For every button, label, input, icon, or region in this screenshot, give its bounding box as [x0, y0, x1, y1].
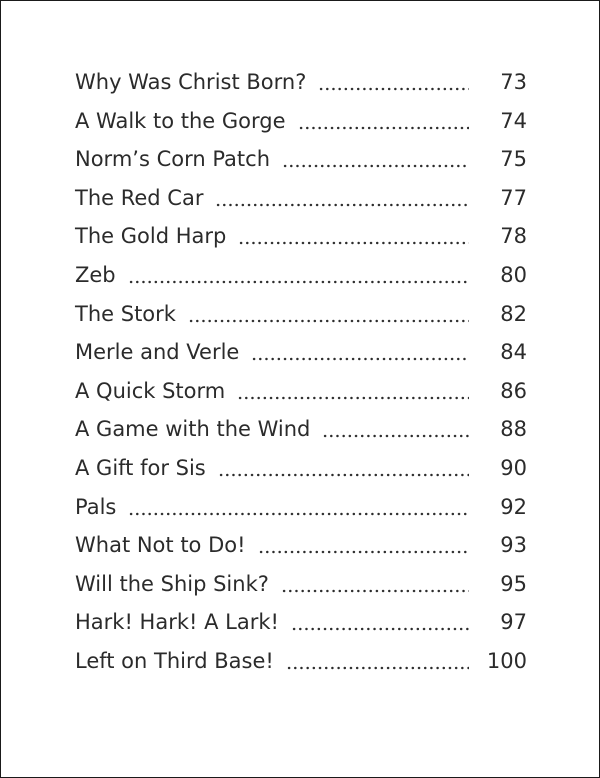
toc-entry-page-number: 82 [500, 301, 527, 326]
toc-entry-title: A Gift for Sis [75, 455, 206, 480]
toc-entry-title: Hark! Hark! A Lark! [75, 610, 279, 635]
dot-leader [128, 495, 469, 516]
toc-entry [75, 415, 527, 454]
toc-entry-page-number: 100 [486, 648, 527, 673]
dot-leader [258, 533, 469, 554]
toc-entry [75, 570, 527, 609]
toc-entry-page-number: 74 [500, 108, 527, 133]
toc-entry-page-number: 78 [500, 224, 527, 249]
toc-entry-title: The Stork [75, 301, 176, 326]
toc-entry-title: Merle and Verle [75, 340, 240, 365]
toc-entry [75, 377, 527, 416]
toc-entry-page-number: 95 [500, 571, 527, 596]
dot-leader [128, 263, 469, 284]
toc-entry-title: A Walk to the Gorge [75, 108, 286, 133]
dot-leader [318, 70, 469, 91]
dot-leader [286, 649, 469, 670]
dot-leader [281, 572, 469, 593]
toc-entry-page-number: 80 [500, 262, 527, 287]
dot-leader [188, 302, 469, 323]
dot-leader [238, 224, 469, 245]
toc-entry-page-number: 88 [500, 417, 527, 442]
dot-leader [291, 610, 469, 631]
toc-entry [75, 338, 527, 377]
toc-entry-page-number: 97 [500, 610, 527, 635]
dot-leader [322, 417, 469, 438]
toc-entry [75, 107, 527, 146]
toc-entry-title: Norm’s Corn Patch [75, 147, 271, 172]
toc-entry-page-number: 86 [500, 378, 527, 403]
toc-entry-page-number: 73 [500, 70, 527, 94]
toc-entry-title: Pals [75, 494, 117, 519]
dot-leader [215, 186, 469, 207]
table-of-contents [75, 68, 527, 686]
toc-entry-page-number: 84 [500, 340, 527, 365]
toc-entry-title: Zeb [75, 262, 116, 287]
toc-entry-page-number: 75 [500, 147, 527, 172]
dot-leader [298, 109, 469, 130]
dot-leader [251, 340, 469, 361]
toc-entry-title: The Gold Harp [75, 224, 227, 249]
toc-entry-title: A Game with the Wind [75, 417, 311, 442]
toc-entry [75, 222, 527, 261]
toc-entry [75, 608, 527, 647]
toc-entry [75, 145, 527, 184]
toc-entry-title: A Quick Storm [75, 378, 226, 403]
toc-entry-page-number: 90 [500, 455, 527, 480]
toc-entry [75, 300, 527, 339]
toc-entry [75, 647, 527, 686]
toc-entry-title: The Red Car [75, 185, 204, 210]
toc-entry-title: Why Was Christ Born? [75, 70, 307, 94]
toc-entry [75, 261, 527, 300]
toc-entry [75, 184, 527, 223]
dot-leader [282, 147, 469, 168]
toc-entry-title: What Not to Do! [75, 533, 246, 558]
toc-entry-page-number: 93 [500, 533, 527, 558]
toc-entry [75, 531, 527, 570]
toc-entry-title: Will the Ship Sink? [75, 571, 269, 596]
toc-entry-page-number: 92 [500, 494, 527, 519]
toc-entry-title: Left on Third Base! [75, 648, 274, 673]
dot-leader [218, 456, 469, 477]
dot-leader [237, 379, 469, 400]
toc-entry [75, 454, 527, 493]
toc-entry [75, 68, 527, 107]
toc-entry [75, 493, 527, 532]
toc-entry-page-number: 77 [500, 185, 527, 210]
